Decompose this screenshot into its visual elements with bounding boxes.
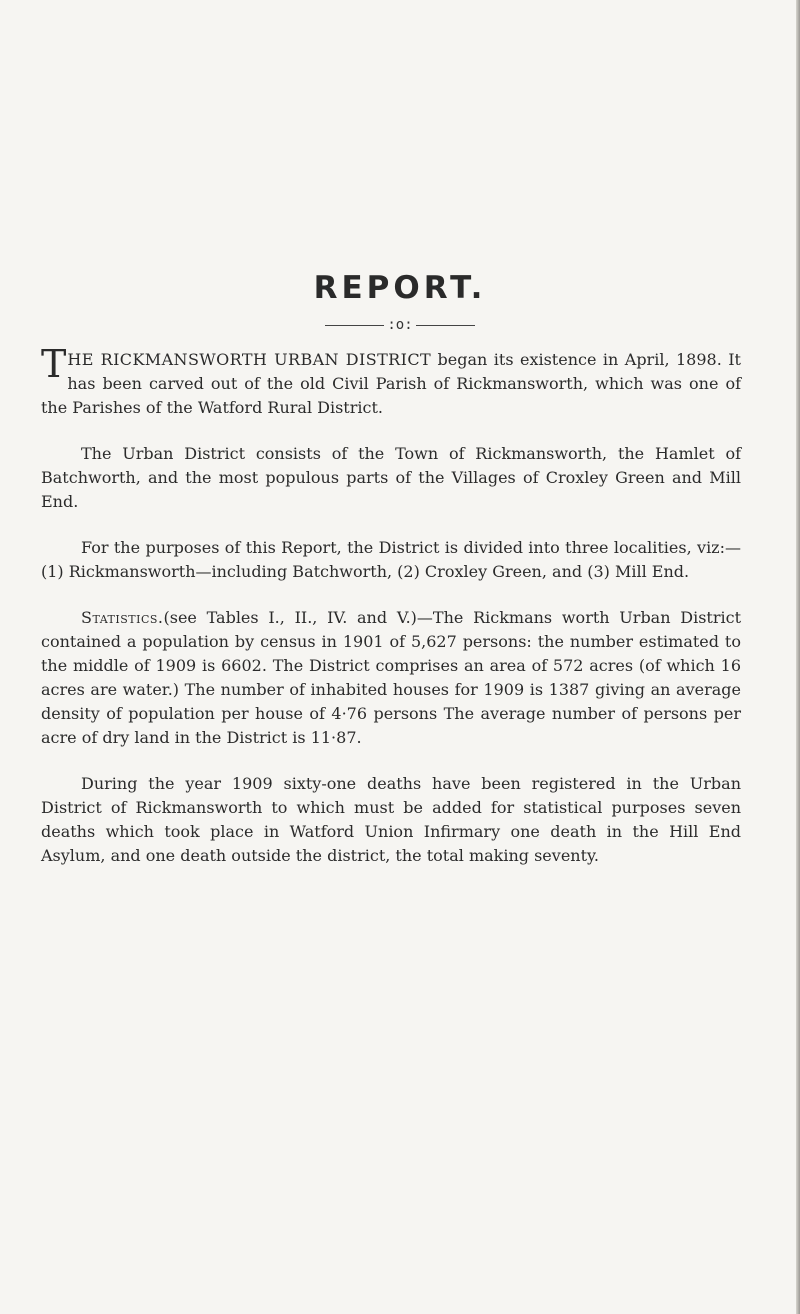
section-divider: [325, 318, 475, 332]
paragraph-statistics-text: (see Tables I., II., IV. and V.)—The Rickmans worth Urban District contained a population by census in 1901 of 5,627 persons: the number estimated to the middle of 1909 is 6602. The District comprises an area of 572 acres (of which 16 acres are water.) The number of inhabited houses for 1909 is 1387 giving an average density of population per house of 4·76 persons The average number of persons per acre of dry land in the District is 11·87.: [41, 608, 741, 747]
paragraph-introduction-text: began its existence in April, 1898. It has been carved out of the old Civil Parish of Rickmansworth, which was one of the Parishes of the Watford Rural District.: [41, 350, 741, 417]
paragraph-deaths: During the year 1909 sixty-one deaths have been registered in the Urban District of Rickmansworth to which must be added for statistical purposes seven deaths which took place in Watford Union Infirmary one death in the Hill End Asylum, and one death outside the district, the total making seventy.: [41, 774, 741, 865]
drop-cap: T: [41, 342, 67, 386]
district-name: HE RICKMANSWORTH URBAN DISTRICT: [67, 350, 432, 369]
statistics-heading: Statistics.: [81, 608, 164, 627]
paragraph-localities: For the purposes of this Report, the District is divided into three localities, viz:—(1) Rickmansworth—including Batchworth, (2) Croxley Green, and (3) Mill End.: [41, 538, 741, 581]
divider-rule-right: [416, 325, 475, 326]
page-edge-shadow: [796, 0, 800, 1314]
paragraph-district-composition: The Urban District consists of the Town of Rickmansworth, the Hamlet of Batchworth, and the most populous parts of the Villages of Croxley Green and Mill End.: [41, 444, 741, 511]
paragraph-statistics: [41, 606, 741, 750]
paragraph-introduction: [41, 342, 741, 420]
page-title: REPORT.: [313, 270, 487, 306]
divider-rule-left: [325, 325, 384, 326]
report-body: [41, 342, 741, 890]
divider-mark: :o:: [387, 317, 413, 333]
